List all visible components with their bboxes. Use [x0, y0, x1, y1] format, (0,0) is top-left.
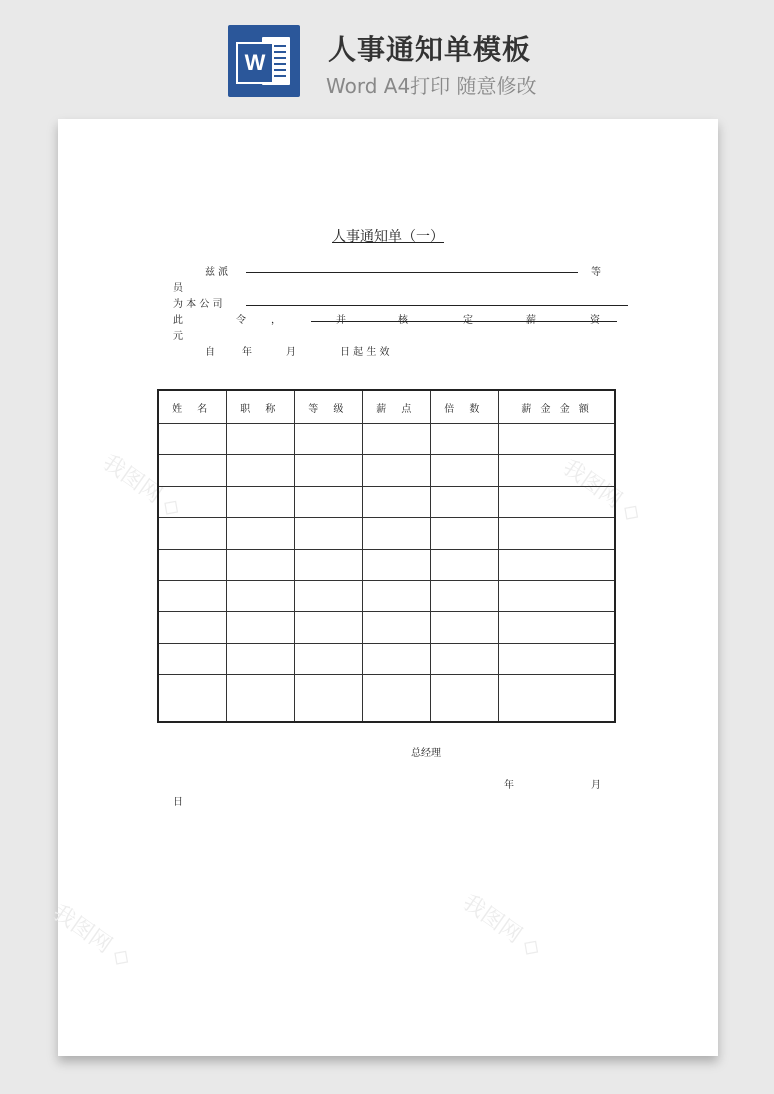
table-cell: [499, 486, 615, 517]
table-cell: [363, 455, 431, 486]
table-cell: [431, 518, 499, 549]
text-yuan-currency: 元: [173, 331, 183, 342]
salary-table: [157, 389, 616, 723]
table-cell: [295, 424, 363, 455]
table-cell: [227, 424, 295, 455]
table-header-row: [158, 390, 615, 424]
table-cell: [499, 581, 615, 612]
blank-line: [246, 305, 628, 306]
table-cell: [363, 486, 431, 517]
table-cell: [431, 486, 499, 517]
header-amount: 薪 金 金 额: [499, 390, 615, 424]
table-cell: [227, 643, 295, 674]
table-cell: [158, 424, 227, 455]
word-icon: [228, 25, 300, 97]
table-cell: [227, 675, 295, 722]
sign-month: 月: [591, 780, 601, 791]
table-cell: [363, 612, 431, 643]
header-name: 姓 名: [158, 390, 227, 424]
table-cell: [499, 424, 615, 455]
text-ling: 令: [236, 315, 246, 326]
text-ci: 此: [173, 315, 183, 326]
table-row: [158, 581, 615, 612]
table-cell: [499, 675, 615, 722]
table-cell: [499, 612, 615, 643]
table-cell: [227, 549, 295, 580]
table-cell: [431, 549, 499, 580]
table-cell: [431, 455, 499, 486]
table-cell: [158, 549, 227, 580]
header-points: 薪 点: [363, 390, 431, 424]
table-cell: [158, 581, 227, 612]
header-grade: 等 级: [295, 390, 363, 424]
table-cell: [158, 518, 227, 549]
text-zipai: 兹 派: [205, 267, 229, 278]
header-multiplier: 倍 数: [431, 390, 499, 424]
table-cell: [499, 518, 615, 549]
table-cell: [295, 518, 363, 549]
table-row: [158, 549, 615, 580]
table-cell: [158, 675, 227, 722]
table-cell: [295, 486, 363, 517]
header-title: 职 称: [227, 390, 295, 424]
table-cell: [363, 424, 431, 455]
table-cell: [363, 675, 431, 722]
blank-line: [246, 272, 578, 273]
table-cell: [363, 549, 431, 580]
text-comma: ，: [271, 315, 281, 326]
document-page: [47, 119, 718, 1056]
table-row: [158, 455, 615, 486]
table-cell: [295, 643, 363, 674]
table-cell: [227, 518, 295, 549]
table-cell: [431, 424, 499, 455]
text-zi-from: 自: [205, 347, 215, 358]
table-row: [158, 675, 615, 722]
table-cell: [431, 581, 499, 612]
table-cell: [431, 675, 499, 722]
table-cell: [499, 549, 615, 580]
table-row: [158, 612, 615, 643]
watermark: 我图网 ◇: [557, 455, 646, 528]
table-cell: [295, 549, 363, 580]
text-bing: 并: [336, 315, 346, 326]
table-cell: [499, 643, 615, 674]
text-yuan: 员: [173, 283, 183, 294]
table-row: [158, 486, 615, 517]
document-title: 人事通知单（一）: [332, 229, 444, 245]
table-cell: [158, 455, 227, 486]
table-cell: [431, 643, 499, 674]
signer-label: 总经理: [411, 748, 441, 759]
table-cell: [227, 612, 295, 643]
sign-year: 年: [504, 780, 514, 791]
text-weibengongsi: 为 本 公 司: [173, 299, 223, 310]
table-row: [158, 518, 615, 549]
table-cell: [295, 455, 363, 486]
table-cell: [499, 455, 615, 486]
table-cell: [295, 612, 363, 643]
table-cell: [227, 455, 295, 486]
table-cell: [158, 486, 227, 517]
table-cell: [363, 643, 431, 674]
table-cell: [295, 581, 363, 612]
table-row: [158, 424, 615, 455]
table-cell: [158, 612, 227, 643]
table-cell: [363, 581, 431, 612]
watermark: 我图网 ◇: [47, 900, 136, 973]
table-cell: [295, 675, 363, 722]
banner-title: 人事通知单模板: [328, 33, 532, 66]
table-row: [158, 643, 615, 674]
table-cell: [363, 518, 431, 549]
text-month: 月: [286, 347, 296, 358]
text-effective: 日 起 生 效: [340, 347, 390, 358]
text-he: 核: [398, 315, 408, 326]
table-cell: [431, 612, 499, 643]
text-xin: 薪: [526, 315, 536, 326]
watermark: 我图网 ◇: [97, 450, 186, 523]
text-ding: 定: [463, 315, 473, 326]
text-deng: 等: [591, 267, 601, 278]
watermark: 我图网 ◇: [457, 890, 546, 963]
table-cell: [158, 643, 227, 674]
banner-subtitle: Word A4打印 随意修改: [326, 74, 537, 98]
word-letter: W: [236, 42, 274, 84]
header-banner: [0, 0, 774, 112]
sign-day: 日: [173, 797, 183, 808]
text-zi: 资: [590, 315, 600, 326]
text-year: 年: [242, 347, 252, 358]
table-cell: [227, 581, 295, 612]
table-cell: [227, 486, 295, 517]
